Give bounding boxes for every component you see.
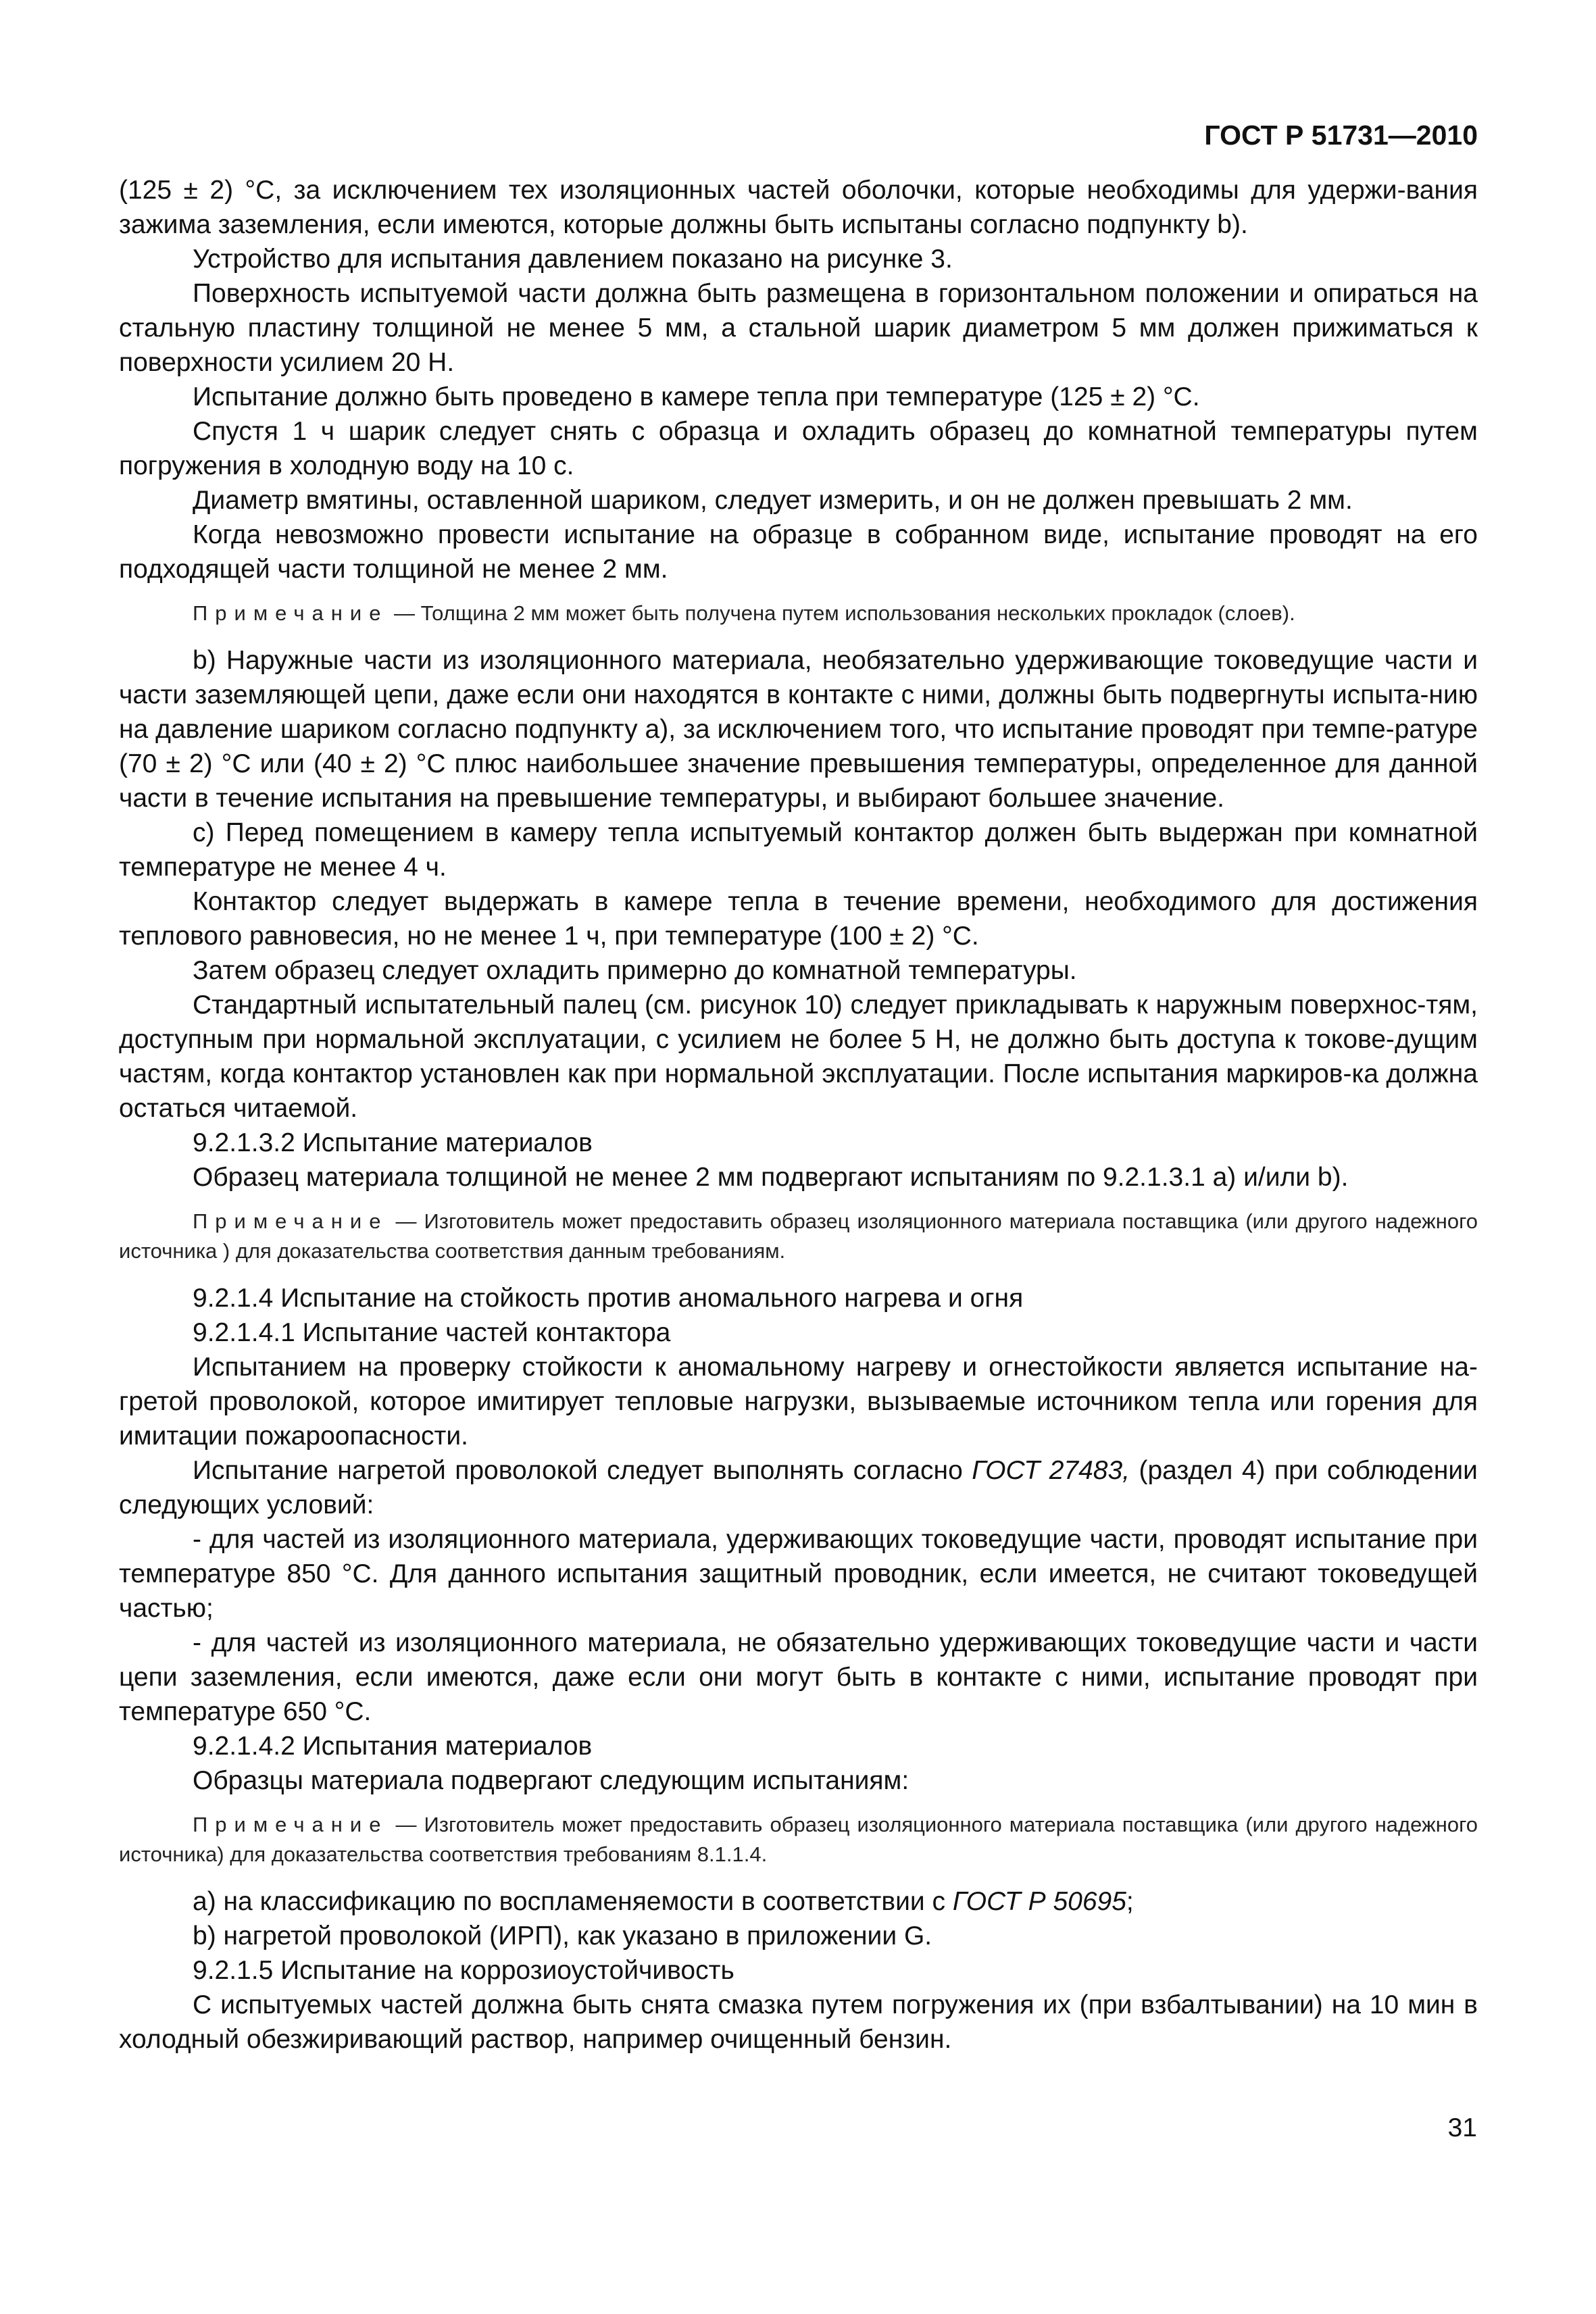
section-heading: 9.2.1.3.2 Испытание материалов [193,1128,593,1157]
document-page [119,115,1478,2057]
standard-reference: ГОСТ Р 50695 [952,1887,1126,1916]
note-text: — Толщина 2 мм может быть получена путем использования нескольких прокладок (слоев). [388,601,1295,625]
paragraph: Спустя 1 ч шарик следует снять с образца и охладить образец до комнатной температуры путем погружения в холодную воду на 10 с. [119,417,1478,480]
paragraph: Контактор следует выдержать в камере тепла в течение времени, необходимого для достижения теплового равновесия, но не менее 1 ч, при температуре (100 ± 2) °С. [119,887,1478,951]
note-label: Примечание [193,1209,389,1233]
note-text: — Изготовитель может предоставить образец изоляционного материала поставщика (или другого надежного источника) для доказательства соответствия требованиям 8.1.1.4. [119,1813,1478,1866]
list-item: - для частей из изоляционного материала, удерживающих токоведущие части, проводят испытание при температуре 850 °С. Для данного испытания защитный проводник, если имеется, не считают токоведущей частью; [119,1525,1478,1623]
paragraph: b) Наружные части из изоляционного материала, необязательно удерживающие токоведущие части и части заземляющей цепи, даже если они находятся в контакте с ними, должны быть подвергнуты испыта-нию на давление шариком согласно подпункту а), за исключением того, что испытание проводят при темпе-ратуре (70 ± 2) °С или (40 ± 2) °С плюс наибольшее значение превышения температуры, определенное для данной части в течение испытания на превышение температуры, и выбирают большее значение. [119,646,1478,813]
paragraph: Испытанием на проверку стойкости к аномальному нагреву и огнестойкости является испытание на-гретой проволокой, которое имитирует тепловые нагрузки, вызываемые источником тепла или горения для имитации пожароопасности. [119,1353,1478,1451]
note-label: Примечание [193,601,389,625]
paragraph: Стандартный испытательный палец (см. рисунок 10) следует прикладывать к наружным поверхнос-тям, доступным при нормальной эксплуатации, с усилием не более 5 Н, не должно быть доступа к токове-дущим частям, когда контактор установлен как при нормальной эксплуатации. После испытания маркиров-ка должна остаться читаемой. [119,990,1478,1123]
paragraph: Устройство для испытания давлением показано на рисунке 3. [193,245,953,274]
paragraph: с) Перед помещением в камеру тепла испытуемый контактор должен быть выдержан при комнатной температуре не менее 4 ч. [119,818,1478,882]
paragraph-text: а) на классификацию по воспламеняемости в соответствии с [193,1887,953,1916]
standard-reference: ГОСТ 27483, [972,1456,1130,1485]
paragraph-text: ; [1126,1887,1134,1916]
paragraph: С испытуемых частей должна быть снята смазка путем погружения их (при взбалтывании) на 10 мин в холодный обезжиривающий раствор, например очищенный бензин. [119,1990,1478,2054]
paragraph: Образец материала толщиной не менее 2 мм подвергают испытаниям по 9.2.1.3.1 а) и/или b). [193,1163,1349,1192]
note [119,1810,1478,1869]
document-header: ГОСТ Р 51731—2010 [1204,120,1478,151]
paragraph-text: Испытание нагретой проволокой следует выполнять согласно [193,1456,972,1485]
note-text: — Изготовитель может предоставить образец изоляционного материала поставщика (или другого надежного источника ) для доказательства соответствия данным требованиям. [119,1209,1478,1263]
list-item [119,1884,1478,1919]
paragraph: Диаметр вмятины, оставленной шариком, следует измерить, и он не должен превышать 2 мм. [193,486,1353,515]
document-body [119,173,1478,2057]
paragraph [119,1453,1478,1522]
list-item: - для частей из изоляционного материала, не обязательно удерживающих токоведущие части и части цепи заземления, если имеются, даже если они могут быть в контакте с ними, испытание проводят при температуре 650 °С. [119,1628,1478,1726]
section-heading: 9.2.1.5 Испытание на коррозиоустойчивость [193,1956,734,1985]
note [119,599,1478,628]
paragraph: Когда невозможно провести испытание на образце в собранном виде, испытание проводят на его подходящей части толщиной не менее 2 мм. [119,520,1478,584]
section-heading: 9.2.1.4 Испытание на стойкость против аномального нагрева и огня [193,1284,1024,1313]
page-number: 31 [1447,2113,1477,2142]
paragraph: Поверхность испытуемой части должна быть размещена в горизонтальном положении и опираться на стальную пластину толщиной не менее 5 мм, а стальной шарик диаметром 5 мм должен прижиматься к поверхности усилием 20 Н. [119,279,1478,377]
paragraph: (125 ± 2) °С, за исключением тех изоляционных частей оболочки, которые необходимы для удержи-вания зажима заземления, если имеются, которые должны быть испытаны согласно подпункту b). [119,176,1478,239]
note [119,1207,1478,1266]
paragraph-text: (раздел 4) при соблюдении следующих условий: [119,1456,1478,1519]
list-item: b) нагретой проволокой (ИРП), как указано в приложении G. [193,1921,932,1951]
section-heading: 9.2.1.4.2 Испытания материалов [193,1732,593,1761]
paragraph: Затем образец следует охладить примерно до комнатной температуры. [193,956,1077,985]
section-heading: 9.2.1.4.1 Испытание частей контактора [193,1318,671,1347]
paragraph: Испытание должно быть проведено в камере тепла при температуре (125 ± 2) °С. [193,382,1200,411]
paragraph: Образцы материала подвергают следующим испытаниям: [193,1766,909,1795]
note-label: Примечание [193,1813,389,1836]
